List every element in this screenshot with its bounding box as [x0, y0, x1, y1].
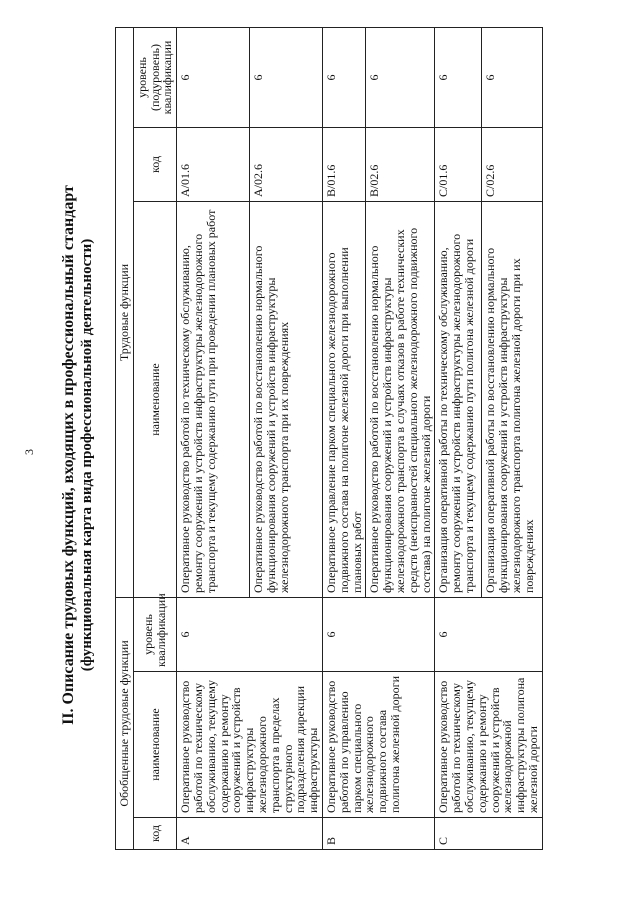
functional-map-table	[115, 27, 543, 850]
function-name: Оперативное руководство работой по техническому обслуживанию, ремонту сооружений и устройств инфраструктуры железнодорожного транспорта и текущему содержанию пути при проведении плановых работ	[177, 202, 250, 598]
function-code: C/01.6	[435, 128, 482, 202]
function-code: A/02.6	[250, 128, 323, 202]
function-level: 6	[482, 28, 543, 128]
header-function-level: уровень (подуровень) квалификации	[133, 28, 176, 128]
function-name: Оперативное руководство работой по восстановлению нормального функционирования сооружений и устройств инфраструктуры железнодорожного транспорта в случаях отказов в работе технических средств (неисправностей специального железнодорожного подвижного состава) на полигоне железной дороги	[366, 202, 435, 598]
header-level: уровень квалификации	[133, 598, 176, 672]
function-level: 6	[366, 28, 435, 128]
table-row	[177, 28, 250, 850]
group-code: C	[435, 818, 542, 850]
function-level: 6	[322, 28, 365, 128]
function-name: Организация оперативной работы по техническому обслуживанию, ремонту сооружений и устройств инфраструктуры железнодорожного транспорта и текущему содержанию пути полигона железной дороги	[435, 202, 482, 598]
function-code: A/01.6	[177, 128, 250, 202]
header-function-name: наименование	[133, 202, 176, 598]
header-row-2	[133, 28, 176, 850]
group-name: Оперативное руководство работой по техническому обслуживанию, текущему содержанию и ремонту сооружений и устройств железнодорожной инфраструктуры полигона железной дороги	[435, 672, 542, 818]
section-title-line-2: (функциональная карта вида профессиональной деятельности)	[79, 238, 95, 672]
function-level: 6	[435, 28, 482, 128]
function-code: B/02.6	[366, 128, 435, 202]
table-row	[322, 28, 365, 850]
header-code: код	[133, 818, 176, 850]
header-name: наименование	[133, 672, 176, 818]
rotated-page-content	[60, 30, 620, 880]
group-code: B	[322, 818, 434, 850]
group-name: Оперативное руководство работой по техническому обслуживанию, текущему содержанию и ремонту сооружений и устройств инфраструктуры железнодорожного транспорта в пределах структурного подразделения дирекции инфраструктуры	[177, 672, 323, 818]
group-code: A	[177, 818, 323, 850]
function-name: Оперативное управление парком специального железнодорожного подвижного состава на полигоне железной дороги при выполнении плановых работ	[322, 202, 365, 598]
header-generalized-functions: Обобщенные трудовые функции	[116, 598, 134, 850]
group-level: 6	[322, 598, 434, 672]
function-level: 6	[177, 28, 250, 128]
table-row	[435, 28, 482, 850]
section-title-line-1: II. Описание трудовых функций, входящих в профессиональный стандарт	[60, 185, 77, 725]
header-row-1	[116, 28, 134, 850]
function-code: C/02.6	[482, 128, 543, 202]
section-title	[60, 30, 96, 880]
header-labor-functions: Трудовые функции	[116, 28, 134, 598]
function-code: B/01.6	[322, 128, 365, 202]
group-level: 6	[435, 598, 542, 672]
group-name: Оперативное руководство работой по управлению парком специального железнодорожного подвижного состава полигона железной дороги	[322, 672, 434, 818]
function-level: 6	[250, 28, 323, 128]
group-level: 6	[177, 598, 323, 672]
function-name: Организация оперативной работы по восстановлению нормального функционирования сооружений и устройств инфраструктуры железнодорожного транспорта полигона железной дороги при их повреждениях	[482, 202, 543, 598]
function-name: Оперативное руководство работой по восстановлению нормального функционирования сооружений и устройств инфраструктуры железнодорожного транспорта при их повреждениях	[250, 202, 323, 598]
page-number: 3	[22, 449, 36, 455]
header-function-code: код	[133, 128, 176, 202]
